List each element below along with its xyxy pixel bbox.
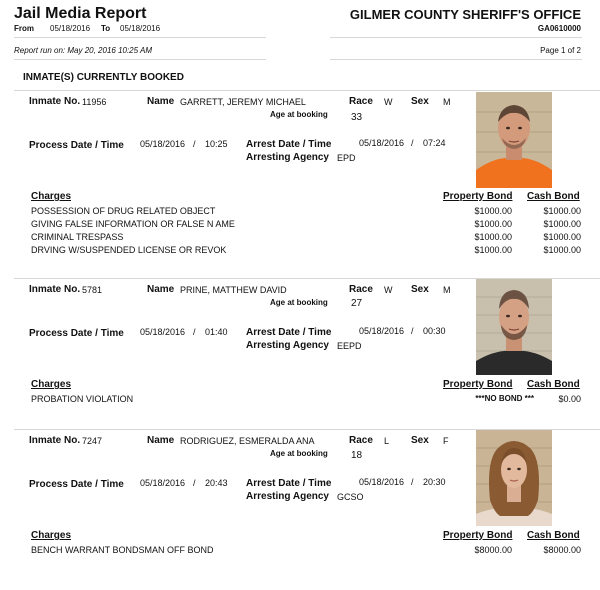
- arrest-date: 05/18/2016: [359, 326, 405, 336]
- process-date: 05/18/2016: [140, 139, 186, 149]
- agency-label: Arresting Agency: [246, 152, 329, 163]
- sex-label: Sex: [411, 435, 429, 446]
- sex-label: Sex: [411, 284, 429, 295]
- inmate-no-label: Inmate No.: [29, 435, 81, 446]
- arrest-date: 05/18/2016: [359, 138, 405, 148]
- age-value: 18: [351, 450, 363, 461]
- cash-bond-header: Cash Bond: [527, 530, 580, 541]
- sex-value: M: [443, 97, 451, 107]
- header-divider-left: [14, 37, 266, 38]
- race-label: Race: [349, 284, 373, 295]
- charge-text: POSSESSION OF DRUG RELATED OBJECT: [31, 206, 216, 216]
- cash-bond-header: Cash Bond: [527, 191, 580, 202]
- age-value: 27: [351, 298, 363, 309]
- office-name: GILMER COUNTY SHERIFF'S OFFICE: [349, 7, 581, 22]
- inmate-no-value: 7247: [82, 436, 103, 446]
- header-divider-right-2: [330, 59, 582, 60]
- process-slash: /: [193, 478, 196, 488]
- charge-property-bond: $1000.00: [474, 206, 512, 216]
- arrest-time: 00:30: [423, 326, 446, 336]
- name-value: GARRETT, JEREMY MICHAEL: [180, 97, 306, 107]
- arrest-slash: /: [411, 326, 414, 336]
- inmate-no-label: Inmate No.: [29, 96, 81, 107]
- charge-cash-bond: $0.00: [558, 394, 581, 404]
- agency-label: Arresting Agency: [246, 491, 329, 502]
- charge-text: GIVING FALSE INFORMATION OR FALSE N AME: [31, 219, 235, 229]
- arrest-label: Arrest Date / Time: [246, 327, 332, 338]
- charges-header: Charges: [31, 379, 72, 390]
- charge-property-bond: $8000.00: [474, 545, 512, 555]
- mugshot-photo: [476, 430, 552, 526]
- age-value: 33: [351, 112, 363, 123]
- name-label: Name: [147, 435, 175, 446]
- age-label: Age at booking: [270, 298, 328, 307]
- run-on-text: Report run on: May 20, 2016 10:25 AM: [14, 46, 153, 55]
- charge-cash-bond: $1000.00: [543, 232, 581, 242]
- race-value: W: [384, 285, 393, 295]
- charge-text: DRVING W/SUSPENDED LICENSE OR REVOK: [31, 245, 227, 255]
- header-divider-right: [330, 37, 582, 38]
- charge-cash-bond: $8000.00: [543, 545, 581, 555]
- charge-text: PROBATION VIOLATION: [31, 394, 134, 404]
- arrest-time: 20:30: [423, 477, 446, 487]
- property-bond-header: Property Bond: [443, 191, 513, 202]
- sex-value: F: [443, 436, 449, 446]
- property-bond-header: Property Bond: [443, 530, 513, 541]
- charges-header: Charges: [31, 191, 72, 202]
- process-slash: /: [193, 327, 196, 337]
- arrest-date: 05/18/2016: [359, 477, 405, 487]
- name-label: Name: [147, 96, 175, 107]
- name-label: Name: [147, 284, 175, 295]
- process-date: 05/18/2016: [140, 478, 186, 488]
- race-value: L: [384, 436, 390, 446]
- sex-value: M: [443, 285, 451, 295]
- agency-value: EPD: [337, 153, 356, 163]
- arrest-label: Arrest Date / Time: [246, 139, 332, 150]
- agency-value: GCSO: [337, 492, 364, 502]
- process-time: 20:43: [205, 478, 228, 488]
- inmate-no-label: Inmate No.: [29, 284, 81, 295]
- age-label: Age at booking: [270, 449, 328, 458]
- race-label: Race: [349, 435, 373, 446]
- record-divider: [14, 90, 600, 91]
- charge-property-bond: $1000.00: [474, 219, 512, 229]
- process-label: Process Date / Time: [29, 328, 124, 339]
- property-bond-header: Property Bond: [443, 379, 513, 390]
- mugshot-photo: [476, 279, 552, 375]
- process-time: 01:40: [205, 327, 228, 337]
- inmate-no-value: 5781: [82, 285, 103, 295]
- race-label: Race: [349, 96, 373, 107]
- arrest-time: 07:24: [423, 138, 446, 148]
- to-date: 05/18/2016: [120, 24, 161, 33]
- inmate-no-value: 11956: [82, 97, 107, 107]
- arrest-label: Arrest Date / Time: [246, 478, 332, 489]
- charge-property-bond: ***NO BOND ***: [475, 394, 534, 403]
- agency-code: GA0610000: [537, 24, 581, 33]
- charge-property-bond: $1000.00: [474, 232, 512, 242]
- charge-cash-bond: $1000.00: [543, 219, 581, 229]
- section-title: INMATE(S) CURRENTLY BOOKED: [23, 72, 184, 83]
- report-title: Jail Media Report: [14, 5, 147, 22]
- process-time: 10:25: [205, 139, 228, 149]
- race-value: W: [384, 97, 393, 107]
- charge-cash-bond: $1000.00: [543, 206, 581, 216]
- mugshot-photo-image: [476, 92, 552, 188]
- header-divider-left-2: [14, 59, 266, 60]
- charge-cash-bond: $1000.00: [543, 245, 581, 255]
- process-label: Process Date / Time: [29, 479, 124, 490]
- age-label: Age at booking: [270, 110, 328, 119]
- charges-header: Charges: [31, 530, 72, 541]
- mugshot-photo-image: [476, 279, 552, 375]
- from-date: 05/18/2016: [50, 24, 91, 33]
- name-value: RODRIGUEZ, ESMERALDA ANA: [180, 436, 315, 446]
- agency-label: Arresting Agency: [246, 340, 329, 351]
- from-label: From: [14, 24, 34, 33]
- name-value: PRINE, MATTHEW DAVID: [180, 285, 287, 295]
- process-slash: /: [193, 139, 196, 149]
- sex-label: Sex: [411, 96, 429, 107]
- charge-text: BENCH WARRANT BONDSMAN OFF BOND: [31, 545, 214, 555]
- agency-value: EEPD: [337, 341, 362, 351]
- page-number: Page 1 of 2: [540, 46, 581, 55]
- to-label: To: [101, 24, 111, 33]
- charge-text: CRIMINAL TRESPASS: [31, 232, 124, 242]
- mugshot-photo: [476, 92, 552, 188]
- process-label: Process Date / Time: [29, 140, 124, 151]
- arrest-slash: /: [411, 138, 414, 148]
- charge-property-bond: $1000.00: [474, 245, 512, 255]
- process-date: 05/18/2016: [140, 327, 186, 337]
- mugshot-photo-image: [476, 430, 552, 526]
- cash-bond-header: Cash Bond: [527, 379, 580, 390]
- arrest-slash: /: [411, 477, 414, 487]
